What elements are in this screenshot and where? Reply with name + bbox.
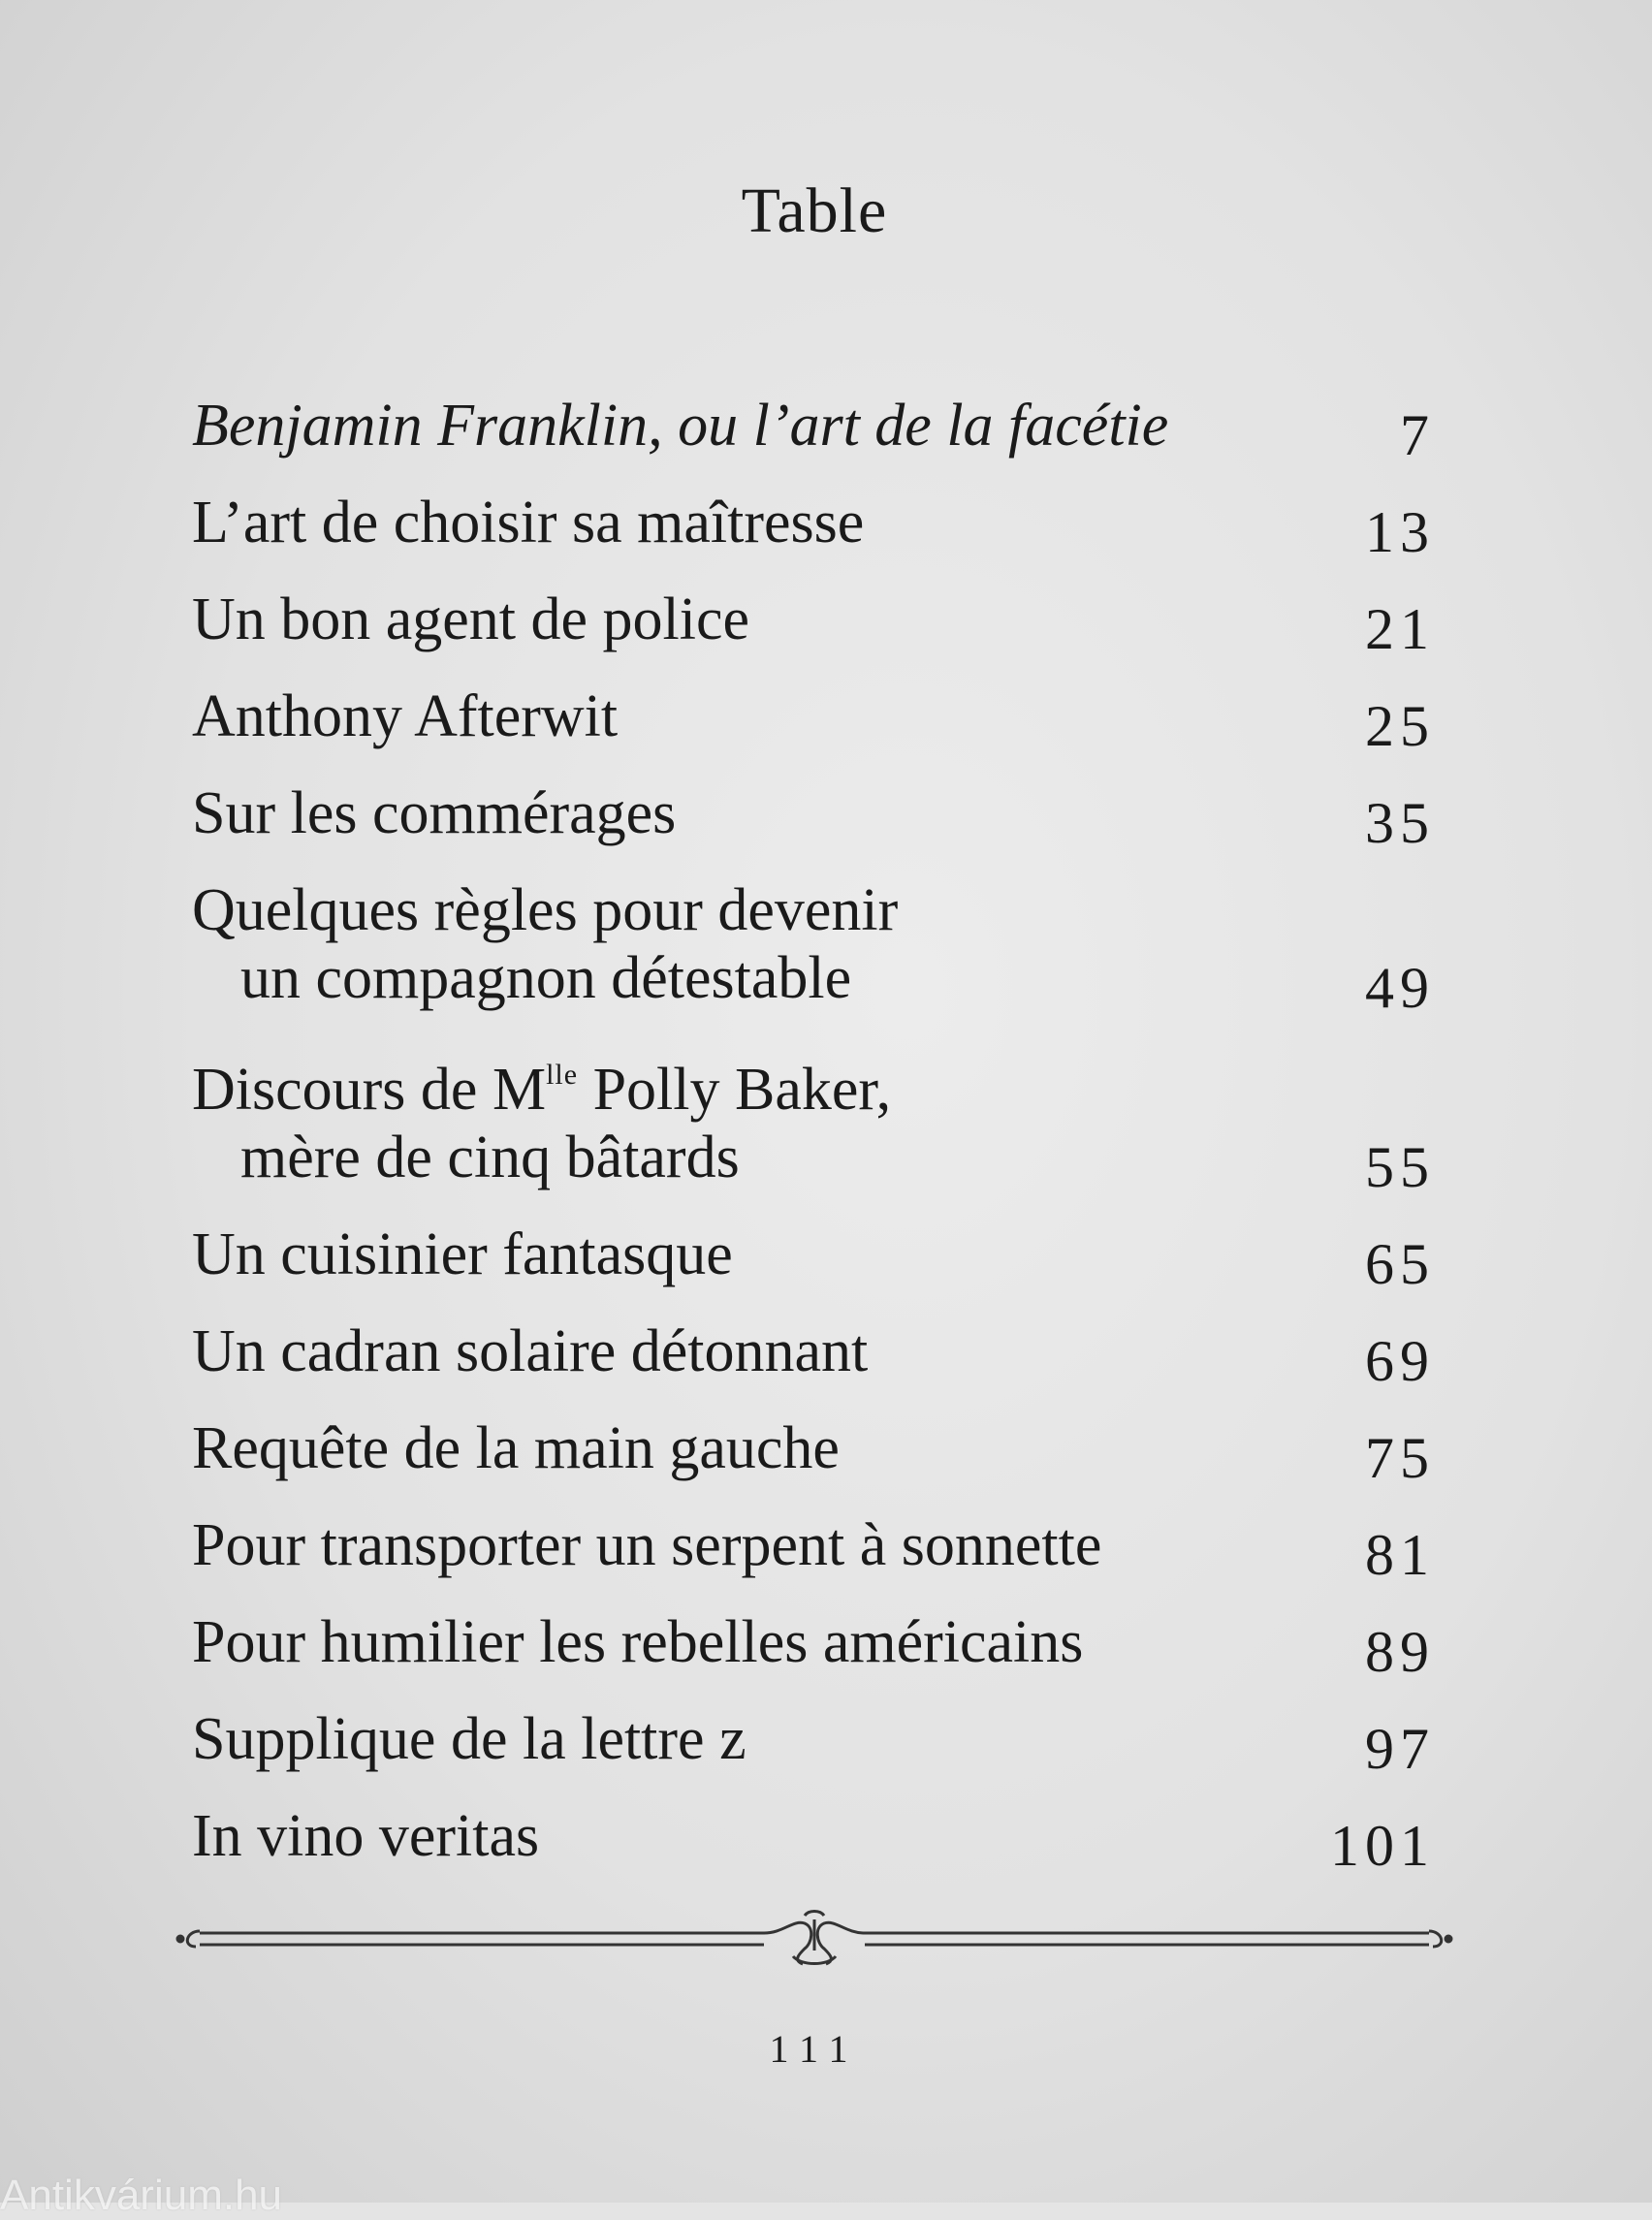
toc-entry-title: Quelques règles pour devenir	[192, 877, 899, 943]
toc-entry-title: Anthony Afterwit	[192, 683, 619, 749]
toc-entry	[192, 1411, 1435, 1490]
toc-entry	[192, 1507, 1435, 1587]
toc-entry-page: 25	[1365, 694, 1435, 758]
toc-entry-title: Requête de la main gauche	[192, 1415, 840, 1481]
table-of-contents	[192, 388, 1435, 1895]
toc-entry-title: Un bon agent de police	[192, 587, 750, 652]
toc-entry-title: L’art de choisir sa maîtresse	[192, 490, 865, 555]
toc-entry	[192, 776, 1435, 855]
toc-entry-page: 75	[1365, 1426, 1435, 1490]
toc-entry	[192, 388, 1435, 467]
toc-entry-page: 55	[1365, 1135, 1435, 1199]
toc-entry-title: Un cadran solaire détonnant	[192, 1318, 869, 1384]
toc-entry-title: Pour humilier les rebelles américains	[192, 1609, 1084, 1675]
toc-entry-title: Sur les commérages	[192, 780, 677, 846]
toc-entry	[192, 679, 1435, 758]
toc-entry-page: 89	[1365, 1620, 1435, 1684]
ornamental-rule	[173, 1910, 1456, 1968]
superscript: lle	[546, 1059, 579, 1091]
toc-entry-page: 97	[1365, 1717, 1435, 1781]
toc-entry-title-continued: un compagnon détestable	[240, 945, 852, 1011]
toc-entry-page: 69	[1365, 1329, 1435, 1393]
toc-entry-page: 7	[1400, 403, 1435, 467]
toc-entry-page: 49	[1365, 956, 1435, 1020]
toc-entry-title: Pour transporter un serpent à sonnette	[192, 1512, 1102, 1578]
toc-entry-page: 21	[1365, 597, 1435, 661]
toc-entry-title: In vino veritas	[192, 1803, 540, 1869]
toc-entry	[192, 485, 1435, 564]
toc-entry	[192, 1604, 1435, 1684]
toc-entry	[192, 1037, 1435, 1199]
toc-entry-page: 65	[1365, 1232, 1435, 1296]
toc-entry-title-part: Polly Baker,	[578, 1057, 892, 1123]
toc-entry	[192, 1798, 1435, 1878]
toc-entry-title: Benjamin Franklin, ou l’art de la facétie	[192, 393, 1169, 459]
watermark: Antikvárium.hu	[0, 2172, 283, 2219]
toc-entry-title-part: Discours de M	[192, 1057, 547, 1123]
toc-entry	[192, 1314, 1435, 1393]
toc-entry-page: 35	[1365, 791, 1435, 855]
toc-entry-title-continued: mère de cinq bâtards	[240, 1125, 740, 1190]
toc-entry-page: 81	[1365, 1523, 1435, 1587]
toc-entry-page: 13	[1365, 500, 1435, 564]
toc-entry-page: 101	[1330, 1814, 1435, 1878]
toc-entry-title	[192, 1037, 1258, 1127]
toc-entry-title: Un cuisinier fantasque	[192, 1221, 733, 1287]
toc-entry	[192, 1701, 1435, 1781]
page-number: 111	[769, 2027, 860, 2071]
toc-entry	[192, 582, 1435, 661]
page-title: Table	[741, 175, 888, 246]
toc-entry	[192, 872, 1435, 1020]
toc-entry	[192, 1217, 1435, 1296]
toc-entry-title: Supplique de la lettre z	[192, 1706, 747, 1772]
